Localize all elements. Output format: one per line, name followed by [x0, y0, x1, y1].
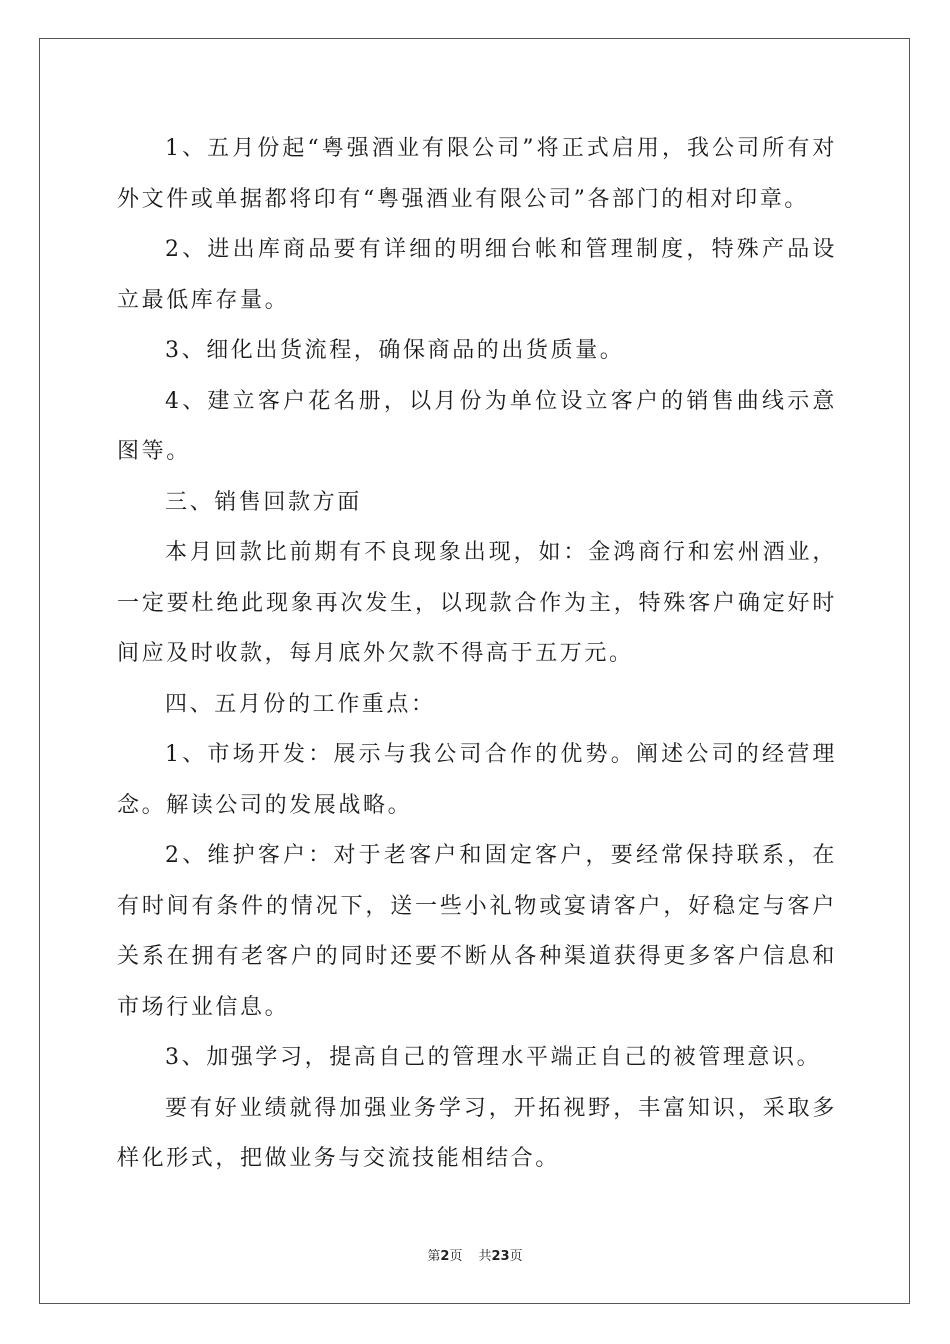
page-prefix: 第 [427, 1249, 441, 1264]
paragraph-2: 2、进出库商品要有详细的明细台帐和管理制度，特殊产品设立最低库存量。 [117, 237, 837, 313]
paragraph-customer-maintenance: 2、维护客户：对于老客户和固定客户，要经常保持联系，在有时间有条件的情况下，送一些小礼物或宴请客户，好稳定与客户关系在拥有老客户的同时还要不断从各种渠道获得更多客户信息和市场行业信息。 [117, 843, 837, 1020]
paragraph-performance: 要有好业绩就得加强业务学习，开拓视野，丰富知识，采取多样化形式，把做业务与交流技能相结合。 [117, 1095, 837, 1171]
page-current: 2 [440, 1249, 450, 1264]
paragraph-learning: 3、加强学习，提高自己的管理水平端正自己的被管理意识。 [165, 1045, 822, 1070]
paragraph-collection: 本月回款比前期有不良现象出现，如：金鸿商行和宏州酒业，一定要杜绝此现象再次发生，以现款合作为主，特殊客户确定好时间应及时收款，每月底外欠款不得高于五万元。 [117, 540, 837, 666]
page-total: 23 [491, 1249, 510, 1264]
total-suffix: 页 [509, 1249, 523, 1264]
page-suffix: 页 [449, 1249, 463, 1264]
paragraph-3: 3、细化出货流程，确保商品的出货质量。 [165, 338, 625, 363]
paragraph-market-development: 1、市场开发：展示与我公司合作的优势。阐述公司的经营理念。解读公司的发展战略。 [117, 742, 837, 818]
paragraph-4: 4、建立客户花名册，以月份为单位设立客户的销售曲线示意图等。 [117, 388, 837, 464]
document-body [117, 124, 837, 1185]
page-footer [0, 1245, 950, 1264]
paragraph-1: 1、五月份起“粤强酒业有限公司”将正式启用，我公司所有对外文件或单据都将印有“粤强酒业有限公司”各部门的相对印章。 [117, 136, 837, 212]
total-prefix: 共 [478, 1249, 492, 1264]
section-heading-sales-collection: 三、销售回款方面 [165, 489, 362, 515]
section-heading-may-priorities: 四、五月份的工作重点： [165, 691, 436, 717]
